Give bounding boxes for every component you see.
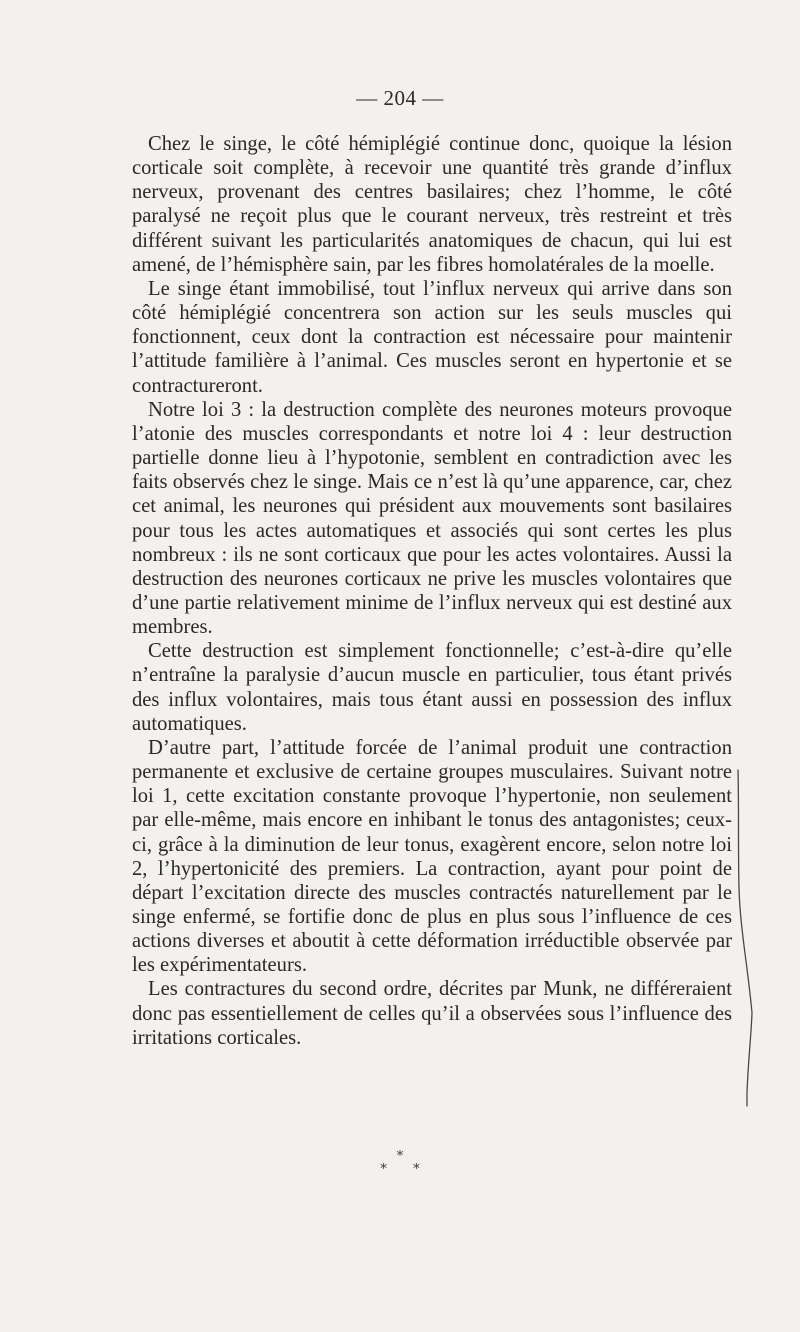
paragraph: D’autre part, l’attitude forcée de l’animal produit une contraction permanente et exclusive de certaine groupes musculaires. Suivant notre loi 1, cette excitation constante provoque l’hypertonie, non seulement par elle-même, mais encore en inhibant le tonus des antagonistes; ceux-ci, grâce à la diminution de leur tonus, exagèrent encore, selon notre loi 2, l’hypertonicité des premiers. La contraction, ayant pour point de départ l’excitation directe des muscles contractés naturellement par le singe enfermé, se fortifie donc de plus en plus sous l’influence de ces actions diverses et aboutit à cette déformation irréductible observée par les expérimentateurs.	[132, 736, 732, 977]
paragraph: Chez le singe, le côté hémiplégié continue donc, quoique la lésion corticale soit complète, à recevoir une quantité très grande d’influx nerveux, provenant des centres basilaires; chez l’homme, le côté paralysé ne reçoit plus que le courant nerveux, très restreint et très différent suivant les particularités anatomiques de chacun, qui lui est amené, de l’hémisphère sain, par les fibres homolatérales de la moelle.	[132, 133, 732, 276]
page-number: — 204 —	[356, 86, 444, 110]
asterism-ornament	[0, 1150, 800, 1176]
asterism-top-star: *	[396, 1149, 404, 1164]
paragraph: Cette destruction est simplement fonctionnelle; c’est-à-dire qu’elle n’entraîne la paralysie d’aucun muscle en particulier, tous étant privés des influx volontaires, mais tous étant aussi en possession des influx automatiques.	[132, 640, 732, 735]
body-text	[132, 132, 732, 1050]
paragraph: Les contractures du second ordre, décrites par Munk, ne différeraient donc pas essentiellement de celles qu’il a observées sous l’influence des irritations corticales.	[132, 978, 732, 1049]
paragraph: Le singe étant immobilisé, tout l’influx nerveux qui arrive dans son côté hémiplégié concentrera son action sur les seuls muscles qui fonctionnent, ceux dont la contraction est nécessaire pour maintenir l’attitude familière à l’animal. Ces muscles seront en hypertonie et se contractureront.	[132, 277, 732, 397]
margin-pencil-mark	[736, 768, 766, 1108]
asterism-left-star: *	[380, 1162, 387, 1177]
paragraph: Notre loi 3 : la destruction complète des neurones moteurs provoque l’atonie des muscles correspondants et notre loi 4 : leur destruction partielle donne lieu à l’hypotonie, semblent en contradiction avec les faits observés chez le singe. Mais ce n’est là qu’une apparence, car, chez cet animal, les neurones qui président aux mouvements sont basilaires pour tous les actes automatiques et associés qui sont certes les plus nombreux : ils ne sont corticaux que pour les actes volontaires. Aussi la destruction des neurones corticaux ne prive les muscles volontaires que d’une partie relativement minime de l’influx nerveux qui est destiné aux membres.	[132, 398, 732, 639]
asterism-right-star: *	[413, 1162, 420, 1177]
